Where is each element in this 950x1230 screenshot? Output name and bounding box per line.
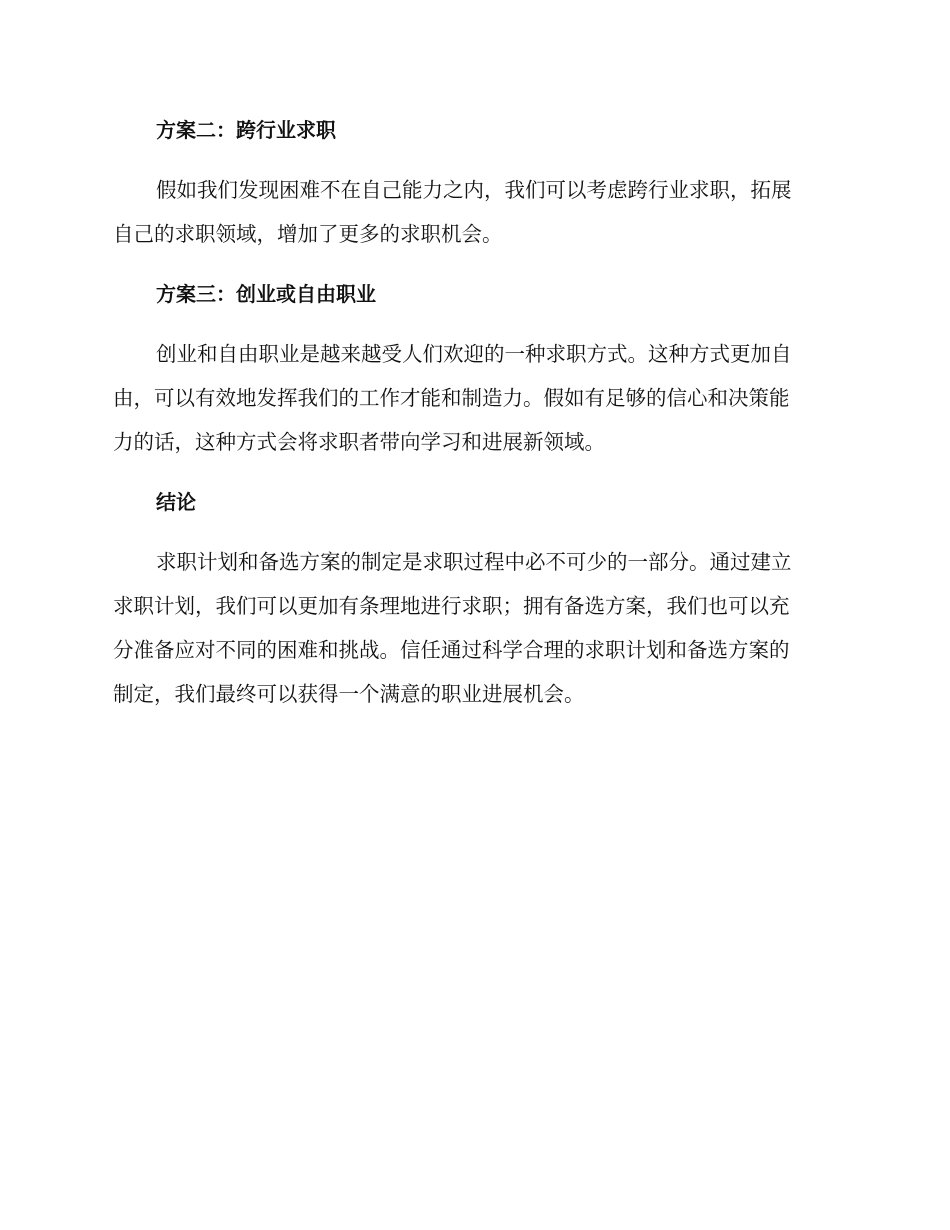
paragraph-line: 分准备应对不同的困难和挑战。信任通过科学合理的求职计划和备选方案的	[113, 638, 790, 662]
paragraph-line: 力的话，这种方式会将求职者带向学习和进展新领域。	[113, 430, 605, 454]
paragraph-conclusion	[113, 540, 833, 716]
paragraph-line: 假如我们发现困难不在自己能力之内，我们可以考虑跨行业求职，拓展	[156, 178, 792, 202]
paragraph-line: 创业和自由职业是越来越受人们欢迎的一种求职方式。这种方式更加自	[156, 342, 792, 366]
paragraph-plan-three	[113, 332, 833, 464]
paragraph-line: 求职计划和备选方案的制定是求职过程中必不可少的一部分。通过建立	[156, 550, 792, 574]
paragraph-line: 自己的求职领域，增加了更多的求职机会。	[113, 222, 503, 246]
paragraph-line: 求职计划，我们可以更加有条理地进行求职；拥有备选方案，我们也可以充	[113, 594, 790, 618]
section-heading-conclusion: 结论	[156, 490, 196, 514]
paragraph-line: 制定，我们最终可以获得一个满意的职业进展机会。	[113, 682, 585, 706]
section-heading-plan-three: 方案三：创业或自由职业	[156, 282, 376, 306]
paragraph-line: 由，可以有效地发挥我们的工作才能和制造力。假如有足够的信心和决策能	[113, 386, 790, 410]
document-body	[113, 108, 833, 732]
section-heading-plan-two: 方案二：跨行业求职	[156, 118, 336, 142]
paragraph-plan-two	[113, 168, 833, 256]
